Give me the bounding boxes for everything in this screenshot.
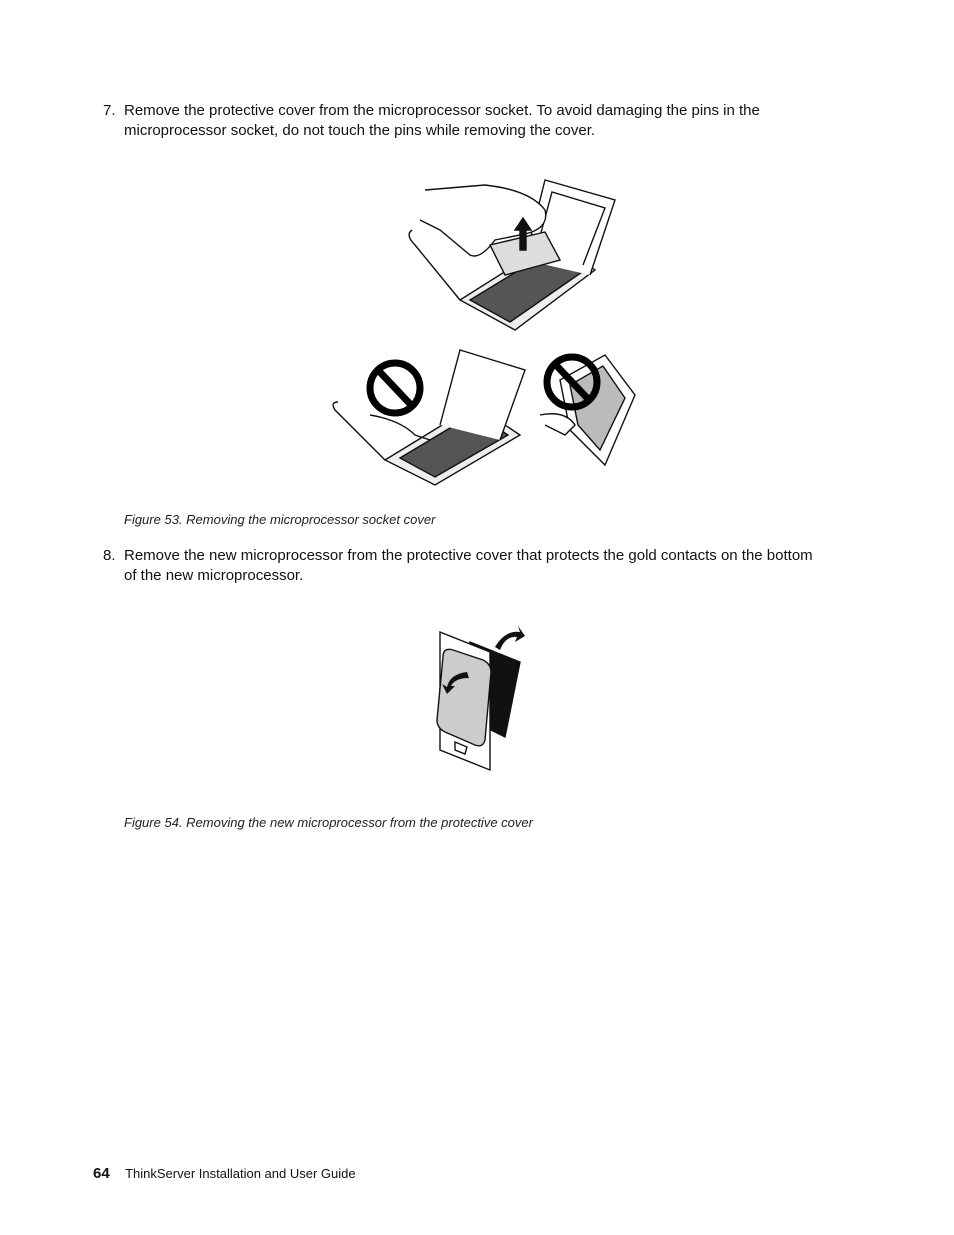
step-7: [103, 101, 823, 141]
socket-cover-removal-illustration: [320, 170, 650, 495]
step-text: Remove the protective cover from the microprocessor socket. To avoid damaging the pins in the microprocessor socket, do not touch the pins while removing the cover.: [124, 102, 760, 139]
step-8: [103, 546, 823, 586]
figure-53-caption: Figure 53. Removing the microprocessor socket cover: [124, 512, 436, 527]
figure-54-caption: Figure 54. Removing the new microprocessor from the protective cover: [124, 815, 533, 830]
page-footer: [93, 1165, 356, 1182]
curved-arrow-icon: [495, 626, 525, 650]
prohibited-icon: [370, 363, 420, 413]
page-number: 64: [93, 1165, 110, 1182]
microprocessor-cover-illustration: [425, 622, 535, 774]
guide-title: ThinkServer Installation and User Guide: [125, 1166, 356, 1181]
step-number: 8.: [103, 547, 116, 564]
step-number: 7.: [103, 102, 116, 119]
microprocessor: [437, 649, 491, 746]
step-text: Remove the new microprocessor from the protective cover that protects the gold contacts on the bottom of the new microprocessor.: [124, 547, 813, 584]
